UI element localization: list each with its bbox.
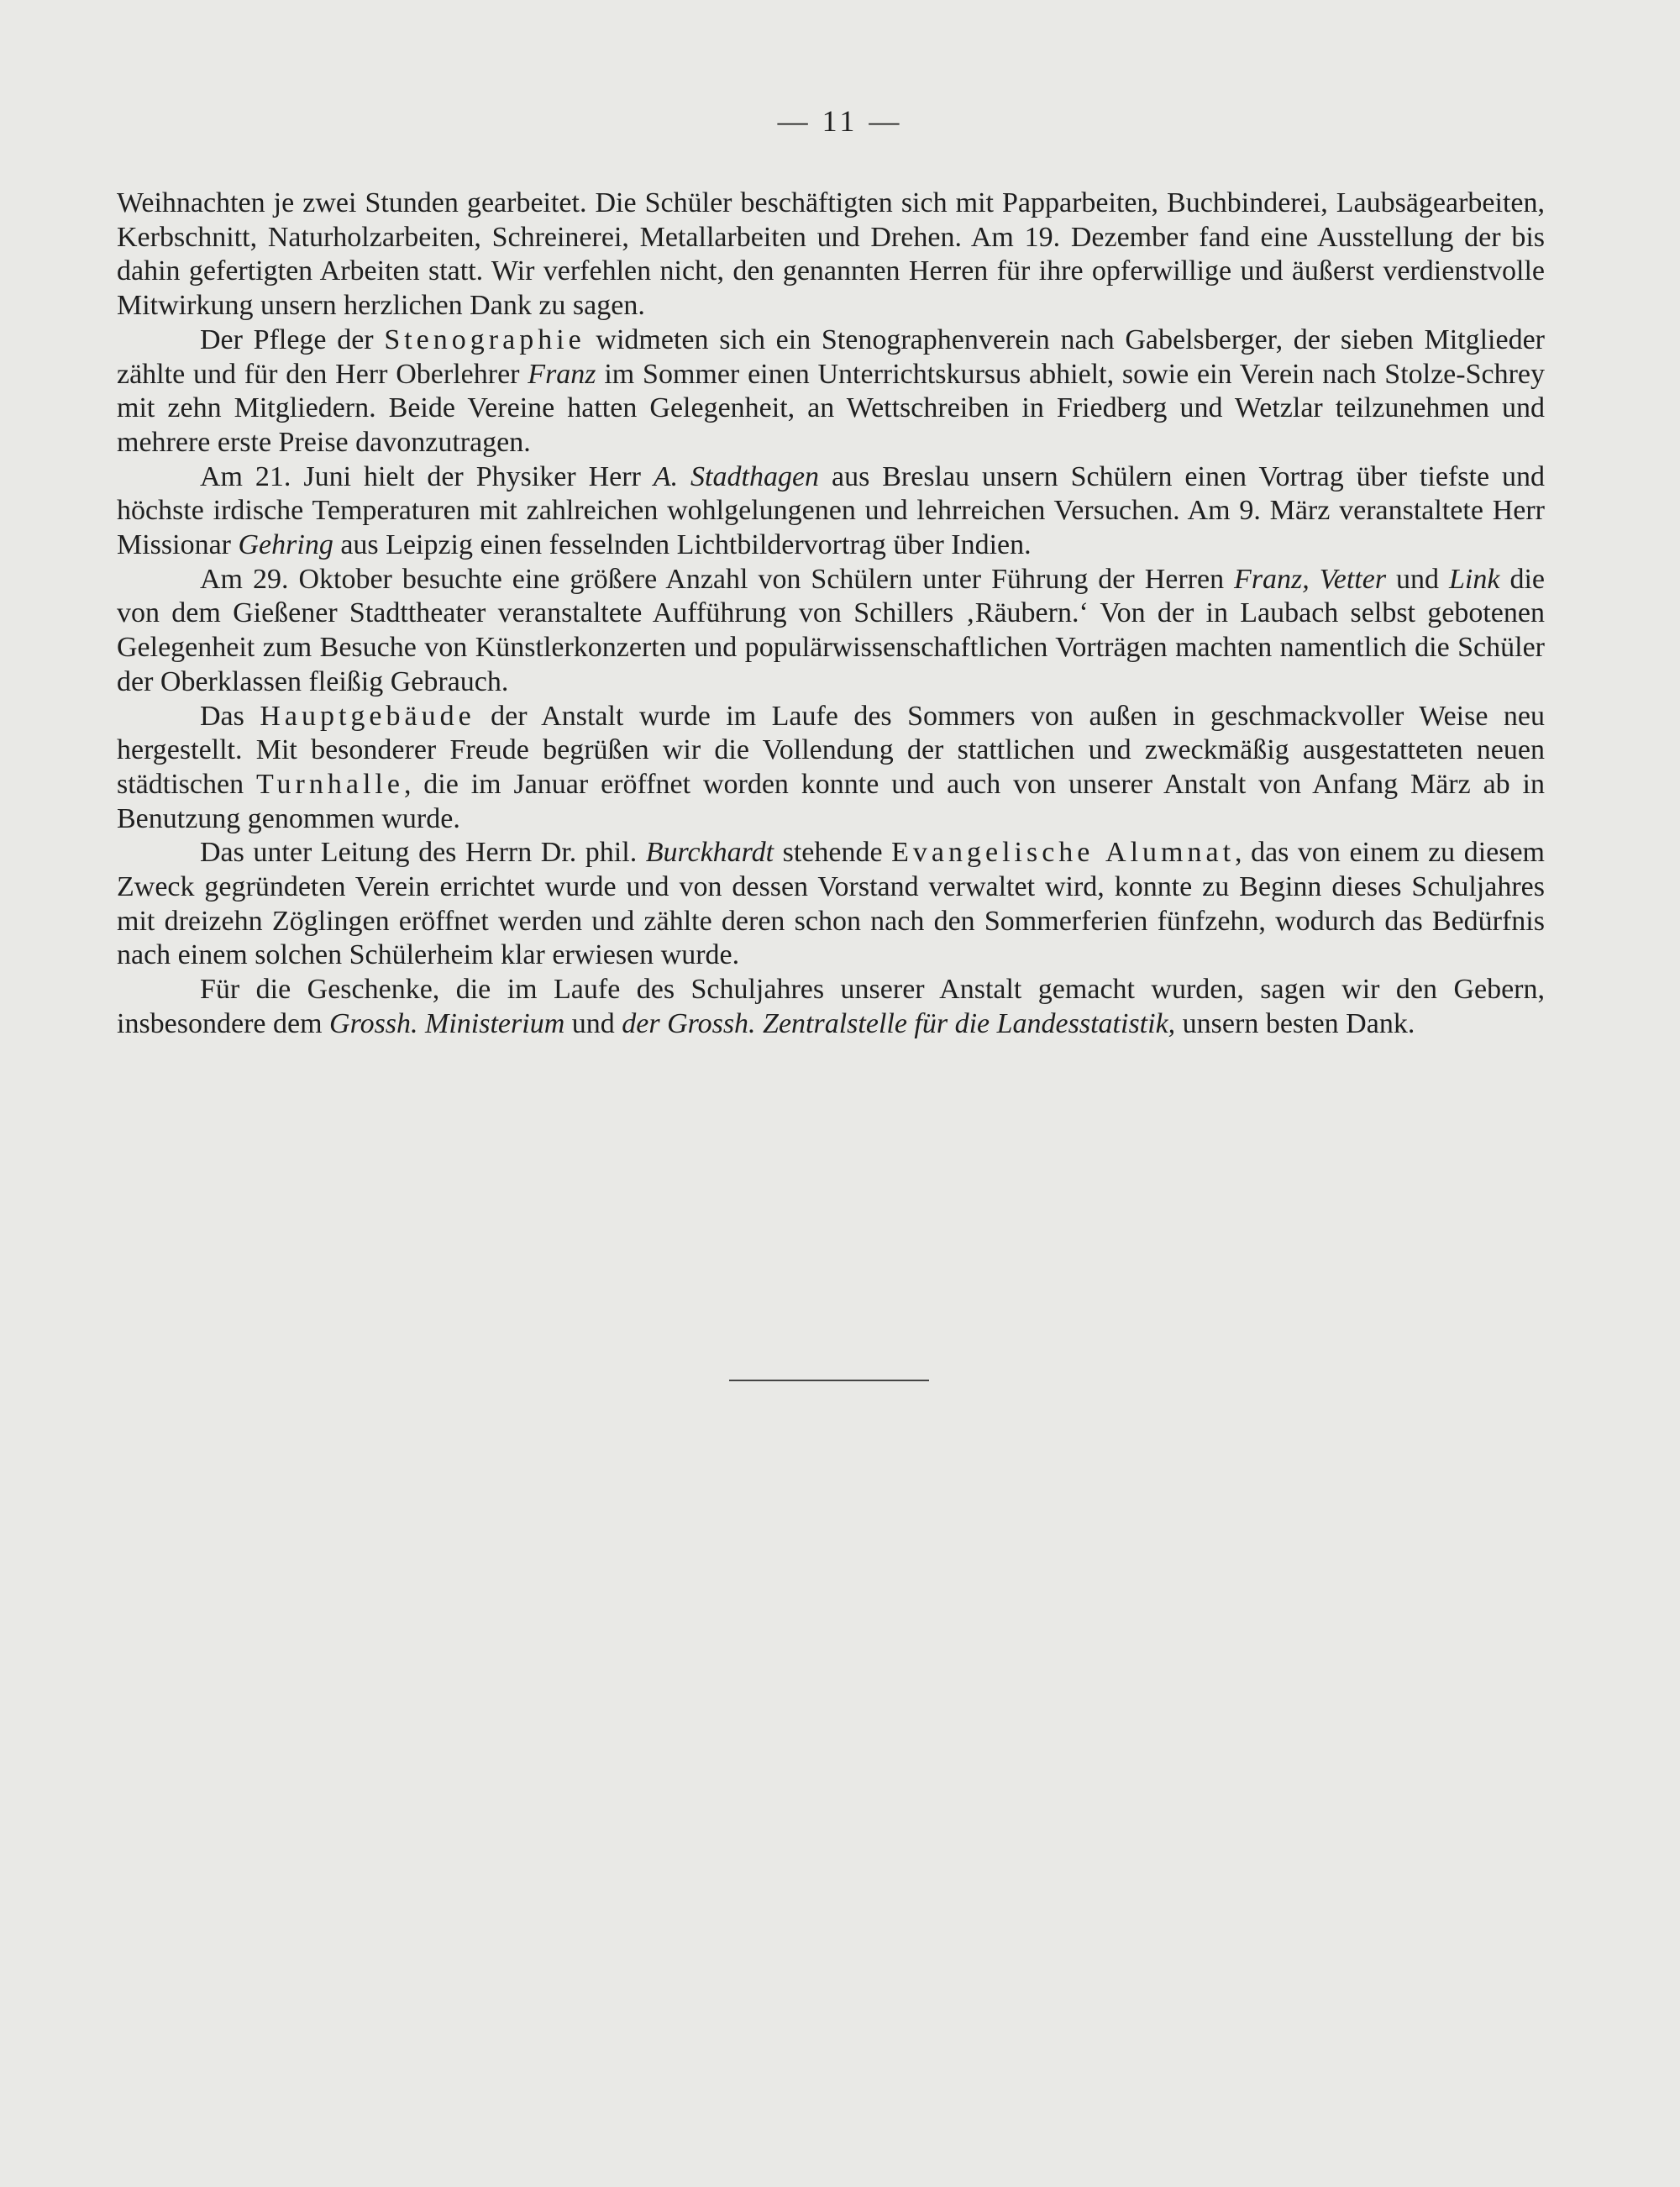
paragraph-theater [117,563,1545,700]
paragraph-lectures [117,460,1545,563]
text-span: Der Pflege der [200,323,385,355]
paragraph-buildings [117,700,1545,837]
italic-name: Gehring [238,529,333,561]
section-divider [729,1380,929,1381]
italic-name: A. Stadthagen [653,460,820,492]
text-span: aus Breslau unsern Schülern einen Vortrag über tiefste und höchste irdische Temperaturen mit zahlreichen wohlgelungenen und lehrreichen Versuchen. Am 9. März veranstaltete Herr Missionar [117,460,1545,561]
text-span: , die im Januar eröffnet worden konnte und auch von unserer Anstalt von Anfang März ab in Benutzung genommen wurde. [117,768,1545,834]
text-span: im Sommer einen Unterrichtskursus abhielt, sowie ein Verein nach Stolze-Schrey mit zehn Mitgliedern. Beide Vereine hatten Gelegenheit, an Wettschreiben in Friedberg und Wetzlar teilzunehmen und mehrere erste Preise davonzutragen. [117,358,1545,458]
text-span: Am 29. Oktober besuchte eine größere Anzahl von Schülern unter Führung der Herren [200,563,1235,595]
text-span: aus Leipzig einen fesselnden Lichtbildervortrag über Indien. [333,529,1032,561]
italic-name: der Grossh. Zentralstelle für die Landesstatistik, [622,1007,1176,1039]
page-number: — 11 — [777,104,903,138]
text-span: der Anstalt wurde im Laufe des Sommers von außen in geschmackvoller Weise neu hergestellt. Mit besonderer Freude begrüßen wir die Vollendung der stattlichen und zweckmäßig ausgestatteten neuen städtischen [117,700,1545,800]
paragraph-workshop [117,187,1545,323]
paragraph-thanks [117,973,1545,1041]
paragraph-alumnat [117,836,1545,973]
italic-name: Link [1449,563,1500,595]
text-span: Das [200,700,260,732]
text-span: Das unter Leitung des Herrn Dr. phil. [200,837,646,869]
text-span: die von dem Gießener Stadttheater veranstaltete Aufführung von Schillers ‚Räubern.‘ Von der in Laubach selbst gebotenen Gelegenheit zum Besuche von Künstlerkonzerten und populärwissenschaftlichen Vorträgen machten namentlich die Schüler der Oberklassen fleißig Gebrauch. [117,563,1545,697]
text-span: , das von einem zu diesem Zweck gegründeten Verein errichtet wurde und von dessen Vorstand verwaltet wird, konnte zu Beginn dieses Schuljahres mit dreizehn Zöglingen eröffnet werden und zählte deren schon nach den Sommerferien fünfzehn, wodurch das Bedürfnis nach einem solchen Schülerheim klar erwiesen wurde. [117,837,1546,971]
body-text [117,187,1545,1042]
italic-name: Burckhardt [645,837,774,869]
spaced-term: Turnhalle [255,768,404,800]
spaced-term: Evangelische Alumnat [891,837,1236,869]
text-span: Am 21. Juni hielt der Physiker Herr [200,460,654,492]
text-span: Weihnachten je zwei Stunden gearbeitet. Die Schüler beschäftigten sich mit Papparbeiten, Buchbinderei, Laubsägearbeiten, Kerbschnitt, Naturholzarbeiten, Schreinerei, Metallarbeiten und Drehen. Am 19. Dezember fand eine Ausstellung der bis dahin gefertigten Arbeiten statt. Wir verfehlen nicht, den genannten Herren für ihre opferwillige und äußerst verdienstvolle Mitwirkung unsern herzlichen Dank zu sagen. [117,187,1545,322]
italic-name: Grossh. Ministerium [329,1007,565,1039]
text-span: und [564,1007,622,1039]
spaced-term: Stenographie [384,323,585,355]
italic-name: Franz, Vetter [1234,563,1387,595]
text-span: widmeten sich ein Stenographenverein nach Gabelsberger, der sieben Mitglieder zählte und für den Herr Oberlehrer [117,323,1545,390]
spaced-term: Hauptgebäude [260,700,475,732]
italic-name: Franz [528,358,596,390]
text-span: Für die Geschenke, die im Laufe des Schuljahres unserer Anstalt gemacht wurden, sagen wir den Gebern, insbesondere dem [117,974,1545,1039]
paragraph-stenography [117,323,1545,460]
text-span: unsern besten Dank. [1175,1007,1415,1039]
text-span: und [1386,563,1450,595]
text-span: stehende [774,837,892,869]
